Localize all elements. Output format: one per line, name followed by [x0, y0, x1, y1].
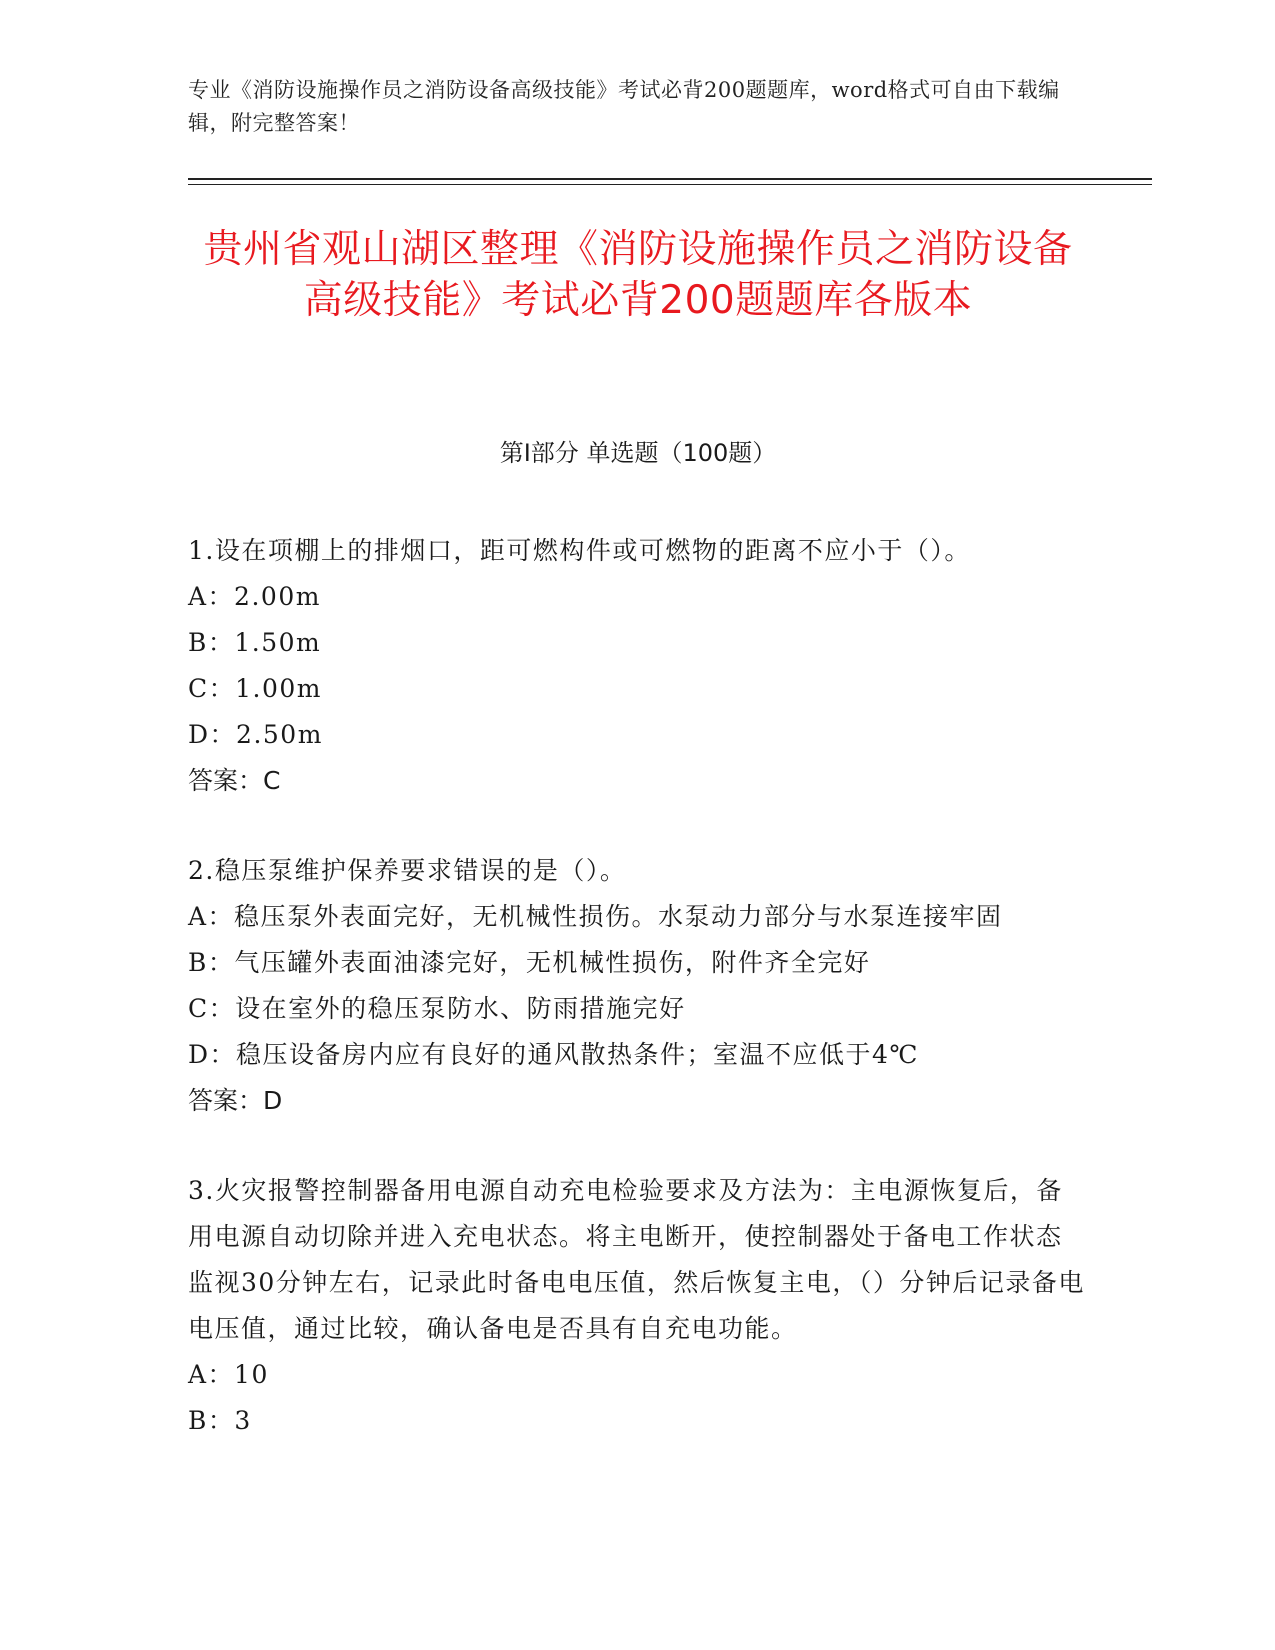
option-b: B：气压罐外表面油漆完好，无机械性损伤，附件齐全完好 [188, 948, 871, 977]
question-stem: 2.稳压泵维护保养要求错误的是（）。 [188, 856, 627, 885]
question-2 [188, 848, 1088, 1124]
question-list [188, 528, 1088, 1444]
header-note: 专业《消防设施操作员之消防设备高级技能》考试必背200题题库，word格式可自由下载编辑，附完整答案！ [188, 78, 1060, 135]
option-c: C：1.00m [188, 674, 322, 703]
option-a: A：2.00m [188, 582, 321, 611]
option-a: A：10 [188, 1360, 269, 1389]
document-title: 贵州省观山湖区整理《消防设施操作员之消防设备高级技能》考试必背200题题库各版本 [203, 227, 1073, 323]
header-rule-thin [188, 184, 1152, 185]
question-3 [188, 1168, 1088, 1444]
option-b: B：1.50m [188, 628, 322, 657]
header-rule-thick [188, 178, 1152, 180]
option-d: D：稳压设备房内应有良好的通风散热条件；室温不应低于4℃ [188, 1040, 919, 1069]
question-spacer [188, 804, 1088, 848]
option-b: B：3 [188, 1406, 252, 1435]
question-stem: 1.设在项棚上的排烟口，距可燃构件或可燃物的距离不应小于（）。 [188, 536, 971, 565]
answer: 答案：D [188, 1086, 283, 1115]
option-a: A：稳压泵外表面完好，无机械性损伤。水泵动力部分与水泵连接牢固 [188, 902, 1003, 931]
option-c: C：设在室外的稳压泵防水、防雨措施完好 [188, 994, 686, 1023]
option-d: D：2.50m [188, 720, 323, 749]
question-1 [188, 528, 1088, 804]
answer: 答案：C [188, 766, 281, 795]
question-spacer [188, 1124, 1088, 1168]
question-stem: 3.火灾报警控制器备用电源自动充电检验要求及方法为：主电源恢复后，备用电源自动切除并进入充电状态。将主电断开，使控制器处于备电工作状态监视30分钟左右，记录此时备电电压值，然后恢复主电，（）分钟后记录备电电压值，通过比较，确认备电是否具有自充电功能。 [188, 1176, 1085, 1343]
section-heading: 第I部分 单选题（100题） [499, 439, 777, 467]
